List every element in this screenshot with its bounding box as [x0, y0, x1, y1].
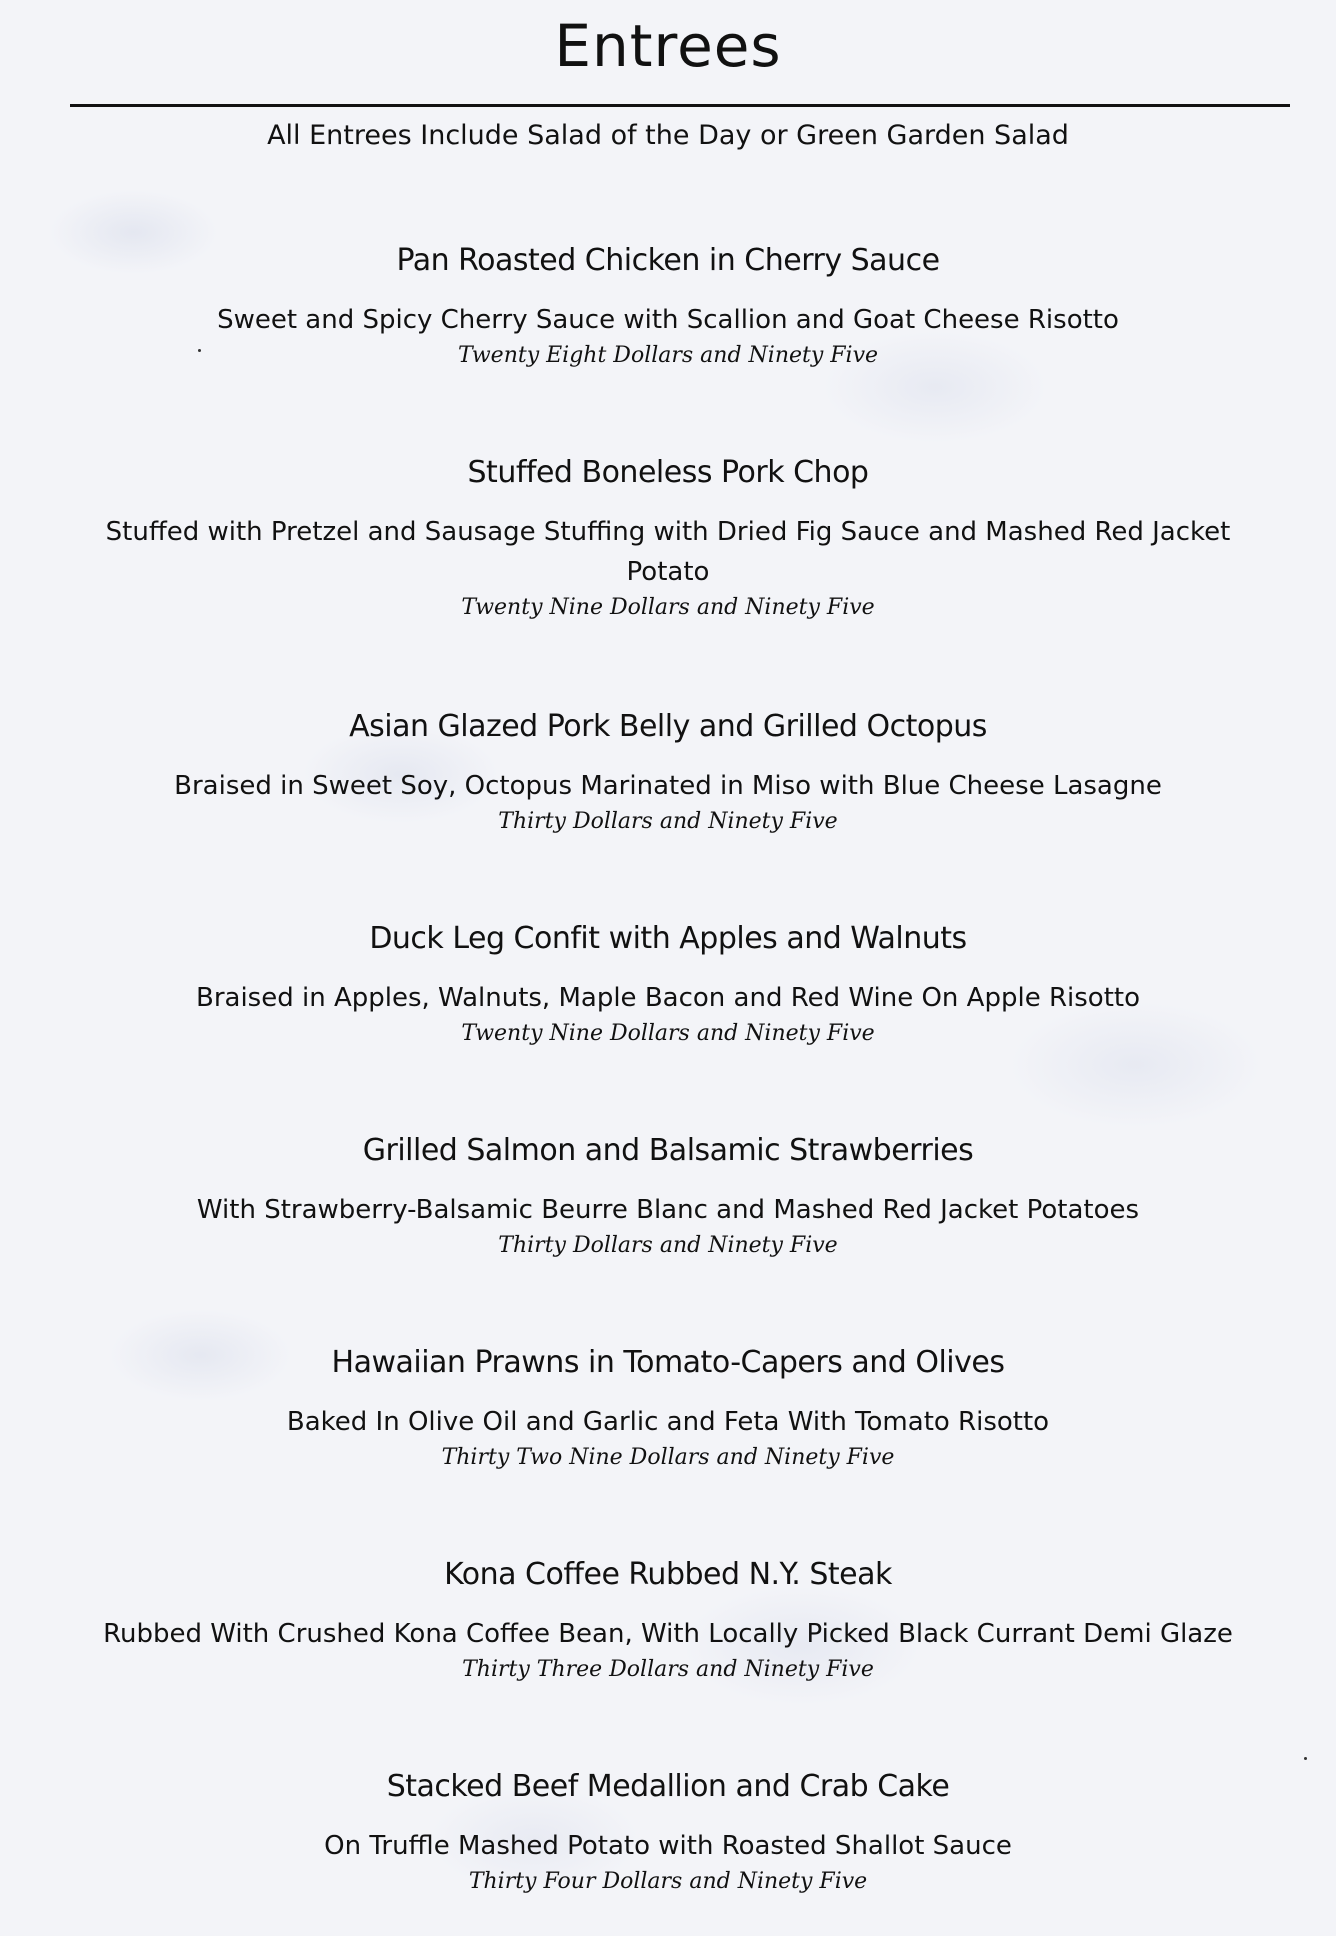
item-name: Hawaiian Prawns in Tomato-Capers and Olives	[331, 1345, 1005, 1380]
item-price: Twenty Nine Dollars and Ninety Five	[461, 595, 875, 620]
item-name: Asian Glazed Pork Belly and Grilled Octopus	[349, 709, 987, 744]
menu-item	[0, 1112, 1336, 1262]
title-divider	[70, 104, 1290, 107]
menu-title: Entrees	[554, 12, 782, 80]
item-price: Thirty Three Dollars and Ninety Five	[462, 1657, 874, 1682]
paper-speck	[1304, 1757, 1307, 1760]
item-description: Sweet and Spicy Cherry Sauce with Scallion and Goat Cheese Risotto	[217, 305, 1119, 335]
menu-item	[0, 1536, 1336, 1686]
paper-speck	[198, 349, 201, 352]
item-price: Thirty Dollars and Ninety Five	[498, 1233, 838, 1258]
item-description: On Truffle Mashed Potato with Roasted Shallot Sauce	[324, 1831, 1012, 1861]
item-price: Thirty Four Dollars and Ninety Five	[468, 1869, 868, 1894]
item-name: Stuffed Boneless Pork Chop	[467, 455, 869, 490]
menu-item	[0, 900, 1336, 1050]
item-description: With Strawberry-Balsamic Beurre Blanc and Mashed Red Jacket Potatoes	[196, 1195, 1140, 1225]
item-description: Rubbed With Crushed Kona Coffee Bean, With Locally Picked Black Currant Demi Glaze	[103, 1619, 1233, 1649]
menu-item	[0, 434, 1336, 624]
item-price: Twenty Eight Dollars and Ninety Five	[457, 343, 879, 368]
menu-item	[0, 688, 1336, 838]
item-name: Kona Coffee Rubbed N.Y. Steak	[444, 1557, 892, 1592]
item-description: Stuffed with Pretzel and Sausage Stuffing with Dried Fig Sauce and Mashed Red Jacket Potato	[105, 517, 1231, 587]
menu-subtitle: All Entrees Include Salad of the Day or Green Garden Salad	[267, 120, 1069, 151]
menu-item	[0, 1324, 1336, 1474]
menu-item	[0, 1748, 1336, 1898]
item-name: Grilled Salmon and Balsamic Strawberries	[362, 1133, 974, 1168]
item-price: Twenty Nine Dollars and Ninety Five	[461, 1021, 875, 1046]
item-description: Baked In Olive Oil and Garlic and Feta With Tomato Risotto	[286, 1407, 1050, 1437]
item-name: Stacked Beef Medallion and Crab Cake	[386, 1769, 950, 1804]
item-name: Duck Leg Confit with Apples and Walnuts	[369, 921, 967, 956]
item-name: Pan Roasted Chicken in Cherry Sauce	[396, 243, 940, 278]
item-description: Braised in Sweet Soy, Octopus Marinated in Miso with Blue Cheese Lasagne	[174, 771, 1162, 801]
item-price: Thirty Dollars and Ninety Five	[498, 809, 838, 834]
item-price: Thirty Two Nine Dollars and Ninety Five	[441, 1445, 895, 1470]
item-description: Braised in Apples, Walnuts, Maple Bacon and Red Wine On Apple Risotto	[195, 983, 1140, 1013]
